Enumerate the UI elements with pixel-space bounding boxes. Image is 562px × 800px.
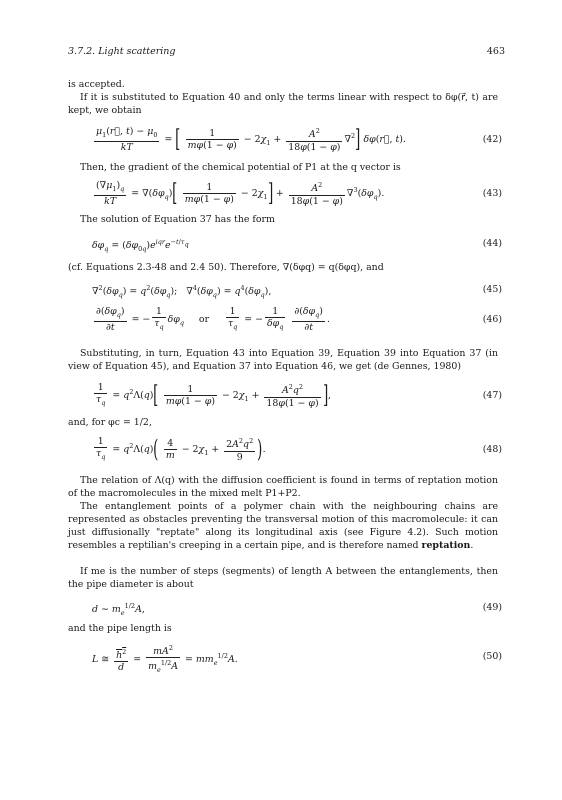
equation-47: $\frac{1}{\tau_q}$ = $q^2\Lambda(q)$[ $\frac{1}{m\varphi(1 - \varphi)}$ − $2\chi_1$ + $\frac{A^2q^2}{18\varphi(1 - \varphi)}$ ], (47) [96,381,502,410]
equation-number: (42) [482,134,502,145]
equation-number: (45) [482,284,502,295]
equation-50: L ≅ $\frac{h^2}{d}$ = $\frac{mA^2}{m_e^{1/2}A}$ = $mm_e^{1/2}A$. (50) [92,644,502,675]
paragraph: Then, the gradient of the chemical potential of P1 at the q vector is [80,162,401,173]
paragraph: is accepted. [68,79,125,90]
page-number: 463 [486,46,505,57]
paragraph: If it is substituted to Equation 40 and only the terms linear with respect to δφ(r⃗, t) are kept, we obtain [68,92,498,116]
equation-number: (46) [482,314,502,325]
paragraph [68,500,498,552]
equation-45: $\nabla^2(\delta\varphi_q) = q^2(\delta\varphi_q)$; $\nabla^4(\delta\varphi_q) = q^4(\delta\varphi_q)$, (45) [92,284,502,299]
equation-number: (44) [482,238,502,249]
equation-49: d ∼ $m_e^{1/2}A$, (49) [92,602,502,617]
paragraph: Substituting, in turn, Equation 43 into Equation 39, Equation 39 into Equation 37 (in view of Equation 45), and Equation 37 into Equation 46, we get (de Gennes, 1980) [68,348,498,372]
equation-number: (49) [482,602,502,613]
paragraph: The relation of Λ(q) with the diffusion coefficient is found in terms of reptation motion of the macromolecules in the mixed melt P1+P2. [68,475,498,499]
paragraph-end: . [470,540,474,551]
equation-number: (50) [482,651,502,662]
equation-43: $\frac{(\nabla\mu_1)_q}{kT}$ = $\nabla(\delta\varphi_q)$[ $\frac{1}{m\varphi(1 - \varphi)}$ − $2\chi_1$] + $\frac{A^2}{18\varphi(1 - \varphi)}$ $\nabla^3(\delta\varphi_q)$. (43) [96,179,502,208]
equation-42: $\frac{\mu_1(r⃗, t) - \mu_0}{kT}$ = [ $\frac{1}{m\varphi(1 - \varphi)}$ − $2\chi_1$ + $\frac{A^2}{18\varphi(1 - \varphi)}$ ∇$^2$] δφ(r⃗, t). (42) [96,125,502,154]
reptation-term: reptation [421,540,471,551]
or-word: or [198,313,210,325]
equation-46: $\partial(\delta\varphi_q)$ ∂t = − $\frac{1}{\tau_q}$ $\delta\varphi_q$ or $\frac{1}{\tau_q}$ = − 1 $\delta\varphi_q$ $\partial(\delta\varphi_q)$ ∂t . (46) [96,306,502,333]
equation-number: (43) [482,188,502,199]
section-title: 3.7.2. Light scattering [68,46,176,57]
paragraph-text: The entanglement points of a polymer chain with the neighbouring chains are represented as obstacles preventing the transversal motion of this macromolecule: it can just diffusionally "reptate" along its longitudinal axis (see Figure 4.2). Such motion resembles a reptilian's creeping in a certain pipe, and is therefore named [68,501,498,551]
equation-number: (48) [482,444,502,455]
paragraph: and, for φc = 1/2, [68,417,152,428]
paragraph: The solution of Equation 37 has the form [80,214,275,225]
paragraph: (cf. Equations 2.3-48 and 2.4 50). Therefore, ∇(δφq) = q(δφq), and [68,262,384,273]
equation-number: (47) [482,390,502,401]
equation-48: $\frac{1}{\tau_q}$ = $q^2\Lambda(q)$( $\frac{4}{m}$ − $2\chi_1$ + $\frac{2A^2q^2}{9}$ ). (48) [96,435,502,464]
paragraph: and the pipe length is [68,623,172,634]
running-header [68,46,505,60]
paragraph: If me is the number of steps (segments) of length A between the entanglements, then the pipe diameter is about [68,566,498,590]
equation-44: $\delta\varphi_q = (\delta\varphi_{0q})e^{iqr}e^{-t/\tau_q}$ (44) [92,238,502,253]
